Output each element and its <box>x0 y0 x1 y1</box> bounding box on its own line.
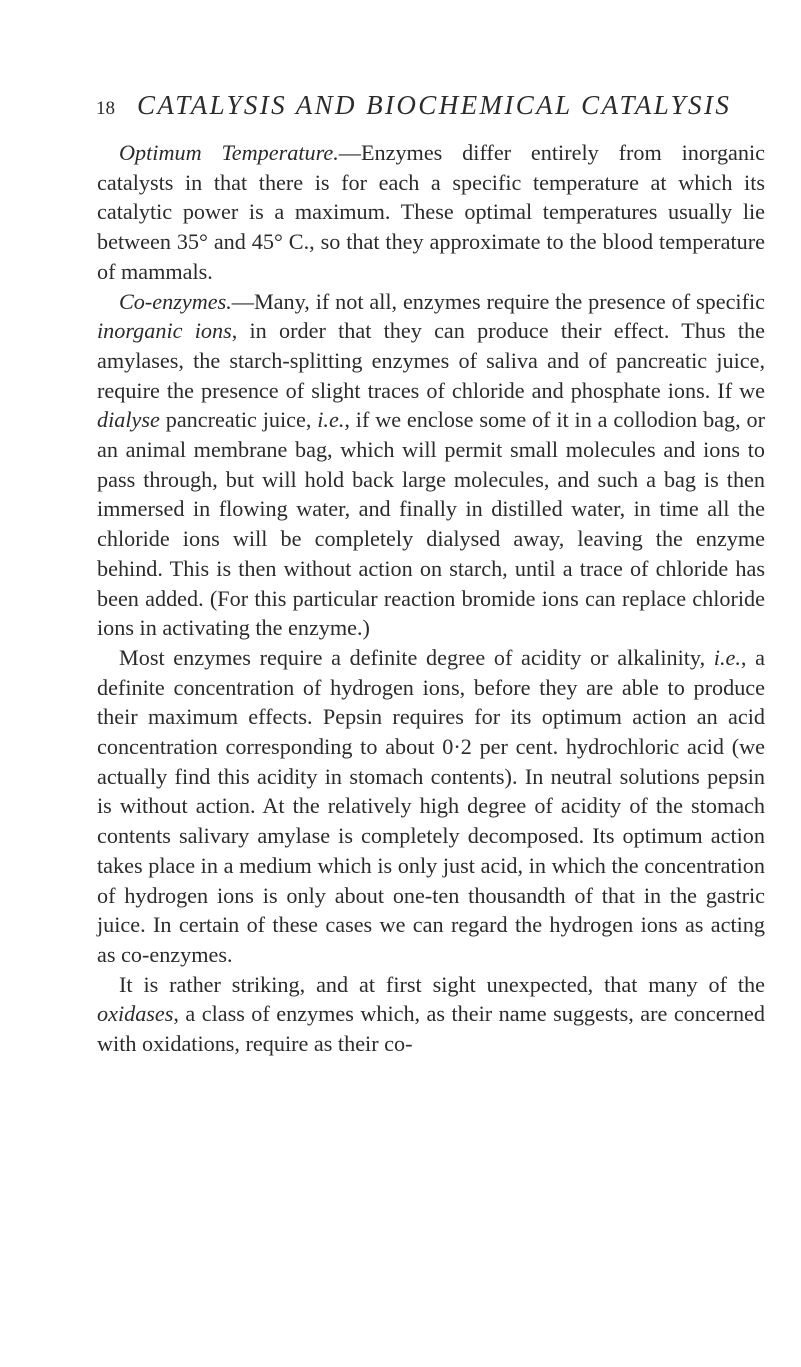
paragraph-optimum-temperature: Optimum Temperature.—Enzymes differ entirely from inorganic catalysts in that there is for each a specific temperature at which its catalytic power is a maximum. These optimal temperatures usually lie between 35° and 45° C., so that they approximate to the blood temperature of mammals. <box>97 140 765 284</box>
running-header <box>96 90 776 121</box>
page-number: 18 <box>96 98 115 119</box>
section-heading-co-enzymes: Co-enzymes. <box>119 288 232 314</box>
body-text <box>97 138 765 1059</box>
running-title: CATALYSIS AND BIOCHEMICAL CATALYSIS <box>137 90 732 120</box>
paragraph-co-enzymes: Co-enzymes.—Many, if not all, enzymes require the presence of specific inorganic ions, in order that they can produce their effect. Thus the amylases, the starch-splitting enzymes of saliva and of pancreatic juice, require the presence of slight traces of chloride and phosphate ions. If we dialyse pancreatic juice, i.e., if we enclose some of it in a collodion bag, or an animal membrane bag, which will permit small molecules and ions to pass through, but will hold back large molecules, and such a bag is then immersed in flowing water, and finally in distilled water, in time all the chloride ions will be completely dialysed away, leaving the enzyme behind. This is then without action on starch, until a trace of chloride has been added. (For this particular reaction bromide ions can replace chloride ions in activating the enzyme.) <box>97 288 765 641</box>
paragraph-oxidases: It is rather striking, and at first sight unexpected, that many of the oxidases, a class of enzymes which, as their name suggests, are concerned with oxidations, require as their co- <box>97 971 765 1057</box>
section-heading-optimum-temperature: Optimum Temperature. <box>119 140 339 165</box>
paragraph-acidity: Most enzymes require a definite degree of acidity or alkalinity, i.e., a definite concentration of hydrogen ions, before they are able to produce their maximum effects. Pepsin requires for its optimum action an acid concentration corresponding to about 0·2 per cent. hydrochloric acid (we actually find this acidity in stomach contents). In neutral solutions pepsin is without action. At the relatively high degree of acidity of the stomach contents salivary amylase is completely decomposed. Its optimum action takes place in a medium which is only just acid, in which the concentration of hydrogen ions is only about one-ten thousandth of that in the gastric juice. In certain of these cases we can regard the hydrogen ions as acting as co-enzymes. <box>97 644 765 967</box>
